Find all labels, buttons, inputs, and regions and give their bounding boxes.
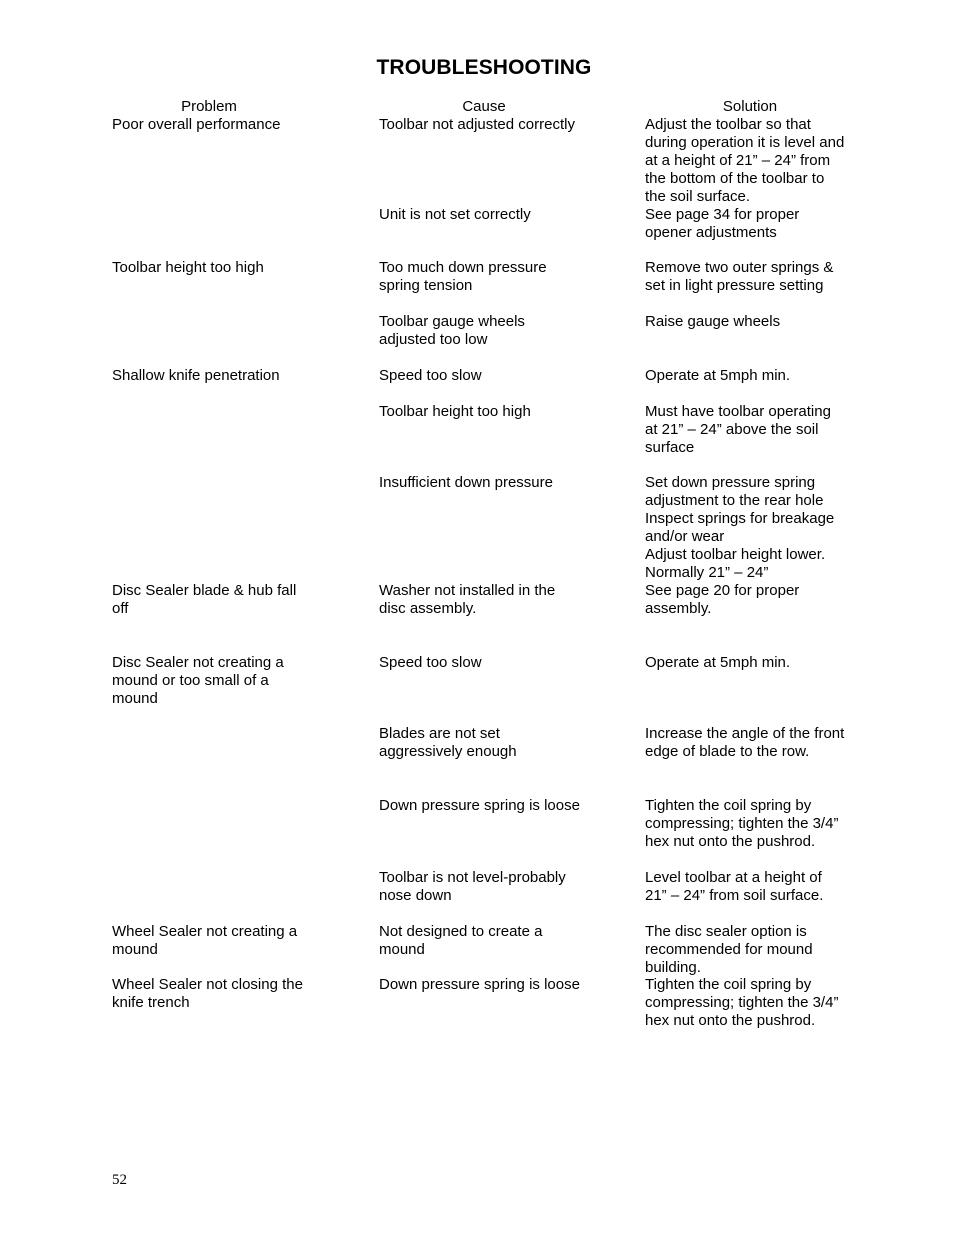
problem-cell — [112, 259, 264, 277]
problem-text-line: knife trench — [112, 994, 190, 1011]
solution-cell — [645, 259, 833, 295]
cause-cell — [379, 403, 531, 421]
solution-text-line: at a height of 21” – 24” from — [645, 152, 831, 169]
problem-text-line: Shallow knife penetration — [112, 367, 280, 384]
cause-cell — [379, 976, 580, 994]
solution-text-line: and/or wear — [645, 528, 725, 545]
cause-text-line: Toolbar height too high — [379, 403, 531, 420]
solution-text-line: 21” – 24” from soil surface. — [645, 887, 824, 904]
cause-cell — [379, 367, 482, 385]
cause-cell — [379, 582, 555, 618]
cause-text-line: mound — [379, 941, 425, 958]
cause-text-line: Toolbar not adjusted correctly — [379, 116, 575, 133]
cause-text-line: Not designed to create a — [379, 923, 543, 940]
cause-text-line: spring tension — [379, 277, 473, 294]
solution-cell — [645, 869, 823, 905]
cause-text-line: aggressively enough — [379, 743, 517, 760]
solution-text-line: Must have toolbar operating — [645, 403, 831, 420]
solution-text-line: opener adjustments — [645, 224, 777, 241]
cause-text-line: Washer not installed in the — [379, 582, 556, 599]
solution-text-line: Operate at 5mph min. — [645, 654, 791, 671]
solution-cell — [645, 797, 838, 851]
problem-cell — [112, 582, 296, 618]
problem-text-line: mound — [112, 690, 158, 707]
cause-cell — [379, 797, 580, 815]
header-problem: Problem — [181, 98, 237, 115]
header-cause: Cause — [462, 98, 506, 115]
problem-cell — [112, 654, 284, 708]
problem-text-line: mound or too small of a — [112, 672, 269, 689]
solution-text-line: Remove two outer springs & — [645, 259, 834, 276]
problem-text-line: off — [112, 600, 129, 617]
solution-text-line: Adjust toolbar height lower. — [645, 546, 826, 563]
header-solution: Solution — [722, 98, 778, 115]
solution-text-line: Normally 21” – 24” — [645, 564, 769, 581]
cause-text-line: disc assembly. — [379, 600, 477, 617]
solution-cell — [645, 367, 790, 385]
problem-text-line: Disc Sealer blade & hub fall — [112, 582, 297, 599]
solution-text-line: Increase the angle of the front — [645, 725, 845, 742]
solution-text-line: during operation it is level and — [645, 134, 845, 151]
solution-text-line: adjustment to the rear hole — [645, 492, 824, 509]
solution-text-line: Level toolbar at a height of — [645, 869, 822, 886]
solution-text-line: Set down pressure spring — [645, 474, 816, 491]
problem-text-line: Wheel Sealer not creating a — [112, 923, 298, 940]
cause-text-line: Toolbar is not level-probably — [379, 869, 566, 886]
problem-cell — [112, 367, 280, 385]
solution-text-line: Adjust the toolbar so that — [645, 116, 811, 133]
cause-text-line: Down pressure spring is loose — [379, 976, 580, 993]
solution-cell — [645, 474, 834, 582]
solution-text-line: compressing; tighten the 3/4” — [645, 815, 839, 832]
cause-cell — [379, 116, 575, 134]
cause-text-line: Down pressure spring is loose — [379, 797, 580, 814]
solution-text-line: set in light pressure setting — [645, 277, 824, 294]
problem-text-line: Wheel Sealer not closing the — [112, 976, 303, 993]
solution-cell — [645, 582, 799, 618]
page-title: TROUBLESHOOTING — [376, 56, 592, 79]
solution-text-line: the soil surface. — [645, 188, 751, 205]
cause-text-line: Toolbar gauge wheels — [379, 313, 525, 330]
cause-cell — [379, 206, 531, 224]
solution-cell — [645, 206, 799, 242]
problem-cell — [112, 923, 297, 959]
solution-text-line: surface — [645, 439, 695, 456]
page-number: 52 — [112, 1172, 127, 1188]
solution-cell — [645, 116, 844, 206]
cause-text-line: Unit is not set correctly — [379, 206, 531, 223]
solution-text-line: edge of blade to the row. — [645, 743, 810, 760]
solution-text-line: hex nut onto the pushrod. — [645, 833, 816, 850]
problem-cell — [112, 116, 280, 134]
problem-text-line: mound — [112, 941, 158, 958]
problem-text-line: Toolbar height too high — [112, 259, 264, 276]
solution-text-line: building. — [645, 959, 701, 976]
cause-text-line: Too much down pressure — [379, 259, 547, 276]
solution-text-line: See page 34 for proper — [645, 206, 800, 223]
solution-cell — [645, 725, 844, 761]
cause-cell — [379, 474, 553, 492]
solution-text-line: See page 20 for proper — [645, 582, 800, 599]
solution-text-line: recommended for mound — [645, 941, 813, 958]
solution-cell — [645, 923, 813, 977]
cause-cell — [379, 725, 517, 761]
cause-text-line: adjusted too low — [379, 331, 488, 348]
solution-text-line: Inspect springs for breakage — [645, 510, 835, 527]
cause-text-line: nose down — [379, 887, 452, 904]
cause-text-line: Insufficient down pressure — [379, 474, 553, 491]
cause-cell — [379, 923, 542, 959]
solution-cell — [645, 976, 838, 1030]
cause-cell — [379, 313, 525, 349]
solution-text-line: at 21” – 24” above the soil — [645, 421, 819, 438]
solution-text-line: Operate at 5mph min. — [645, 367, 791, 384]
problem-text-line: Poor overall performance — [112, 116, 281, 133]
solution-text-line: Tighten the coil spring by — [645, 797, 812, 814]
solution-text-line: compressing; tighten the 3/4” — [645, 994, 839, 1011]
problem-text-line: Disc Sealer not creating a — [112, 654, 284, 671]
solution-text-line: Raise gauge wheels — [645, 313, 781, 330]
cause-cell — [379, 869, 566, 905]
solution-cell — [645, 654, 790, 672]
solution-text-line: hex nut onto the pushrod. — [645, 1012, 816, 1029]
cause-cell — [379, 259, 547, 295]
solution-text-line: Tighten the coil spring by — [645, 976, 812, 993]
solution-text-line: The disc sealer option is — [645, 923, 807, 940]
solution-text-line: assembly. — [645, 600, 712, 617]
cause-text-line: Blades are not set — [379, 725, 500, 742]
cause-text-line: Speed too slow — [379, 367, 482, 384]
cause-cell — [379, 654, 482, 672]
solution-cell — [645, 313, 780, 331]
cause-text-line: Speed too slow — [379, 654, 482, 671]
problem-cell — [112, 976, 303, 1012]
solution-text-line: the bottom of the toolbar to — [645, 170, 825, 187]
solution-cell — [645, 403, 831, 457]
